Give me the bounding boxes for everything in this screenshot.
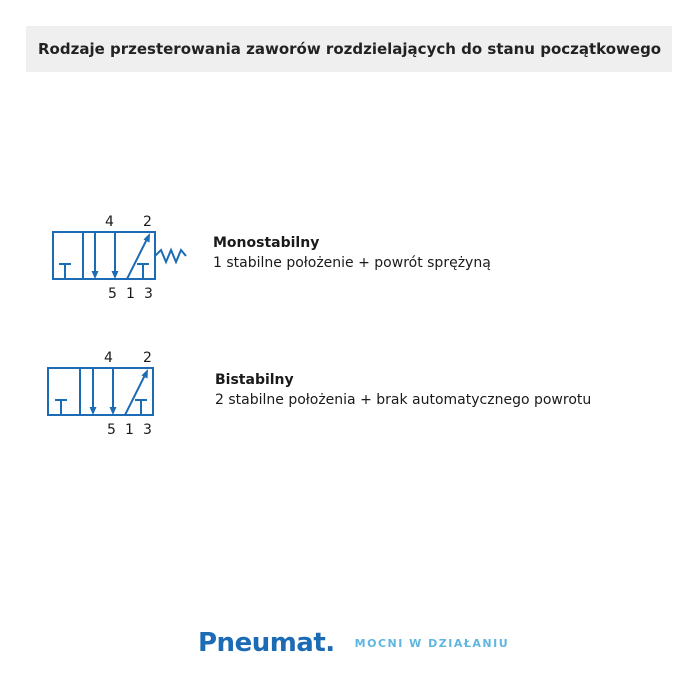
port-label-4: 4 xyxy=(104,350,113,366)
brand-logo: Pneumat. xyxy=(198,628,335,658)
port-label-5: 5 xyxy=(107,422,116,438)
port-label-2: 2 xyxy=(143,214,152,230)
valve-name: Monostabilny xyxy=(213,235,320,251)
valve-name: Bistabilny xyxy=(215,372,294,388)
valve-description-bistable xyxy=(215,370,591,410)
spring-icon xyxy=(155,250,186,262)
footer-branding xyxy=(198,623,509,663)
arrow-diagonal-icon xyxy=(125,373,146,415)
header-bar xyxy=(26,26,672,72)
port-label-1: 1 xyxy=(126,286,135,302)
port-label-3: 3 xyxy=(143,422,152,438)
valve-description-monostable xyxy=(213,233,491,273)
arrow-diagonal-icon xyxy=(127,237,148,279)
port-label-5: 5 xyxy=(108,286,117,302)
port-label-2: 2 xyxy=(143,350,152,366)
port-label-4: 4 xyxy=(105,214,114,230)
port-label-1: 1 xyxy=(125,422,134,438)
port-label-3: 3 xyxy=(144,286,153,302)
brand-tagline: MOCNI W DZIAŁANIU xyxy=(354,636,510,650)
page-title: Rodzaje przesterowania zaworów rozdzielających do stanu początkowego xyxy=(38,40,662,58)
valve-description: 1 stabilne położenie + powrót sprężyną xyxy=(213,255,491,271)
valve-description: 2 stabilne położenia + brak automatycznego powrotu xyxy=(215,392,592,408)
